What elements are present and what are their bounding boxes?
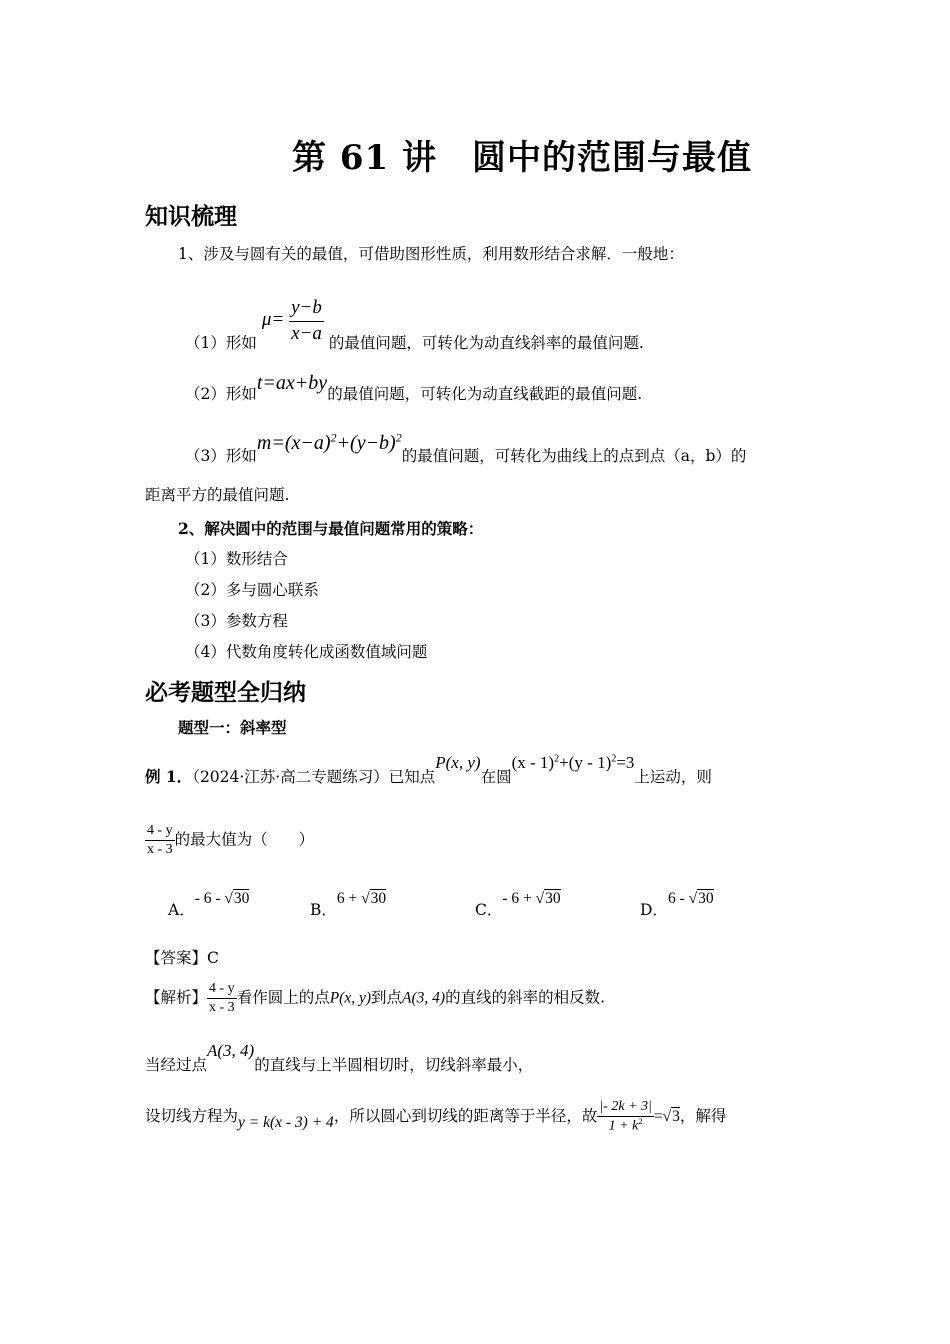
analysis-t1: 看作圆上的点 bbox=[236, 988, 330, 1007]
option-a-pre: - 6 - bbox=[194, 890, 225, 907]
example-frac-den: x - 3 bbox=[147, 842, 173, 858]
option-d-rad: 30 bbox=[698, 890, 714, 907]
option-d[interactable]: D．6 - √30 bbox=[640, 890, 714, 919]
mu-label: μ= bbox=[261, 309, 285, 331]
analysis-line2a: 当经过点 bbox=[145, 1056, 208, 1074]
analysis-A: A(3, 4) bbox=[402, 989, 446, 1007]
section-heading-knowledge: 知识梳理 bbox=[145, 203, 237, 230]
item-3-m: m= bbox=[256, 432, 285, 454]
item-3-part1: (x−a) bbox=[284, 432, 331, 454]
type-1-label: 题型一：斜率型 bbox=[178, 718, 287, 737]
analysis-line3a: 设切线方程为 bbox=[145, 1107, 239, 1126]
circle-eq-1: (x - 1) bbox=[511, 753, 555, 772]
item-2-suffix: 的最值问题，可转化为动直线截距的最值问题. bbox=[327, 385, 643, 403]
mu-fraction bbox=[289, 296, 324, 346]
option-b[interactable]: B．6 + √30 bbox=[310, 890, 387, 919]
item-3-part2: +(y−b) bbox=[336, 432, 396, 454]
item-3-suffix: 的最值问题，可转化为曲线上的点到点（a，b）的 bbox=[401, 447, 747, 465]
option-c-pre: - 6 + bbox=[502, 890, 536, 907]
analysis-line2-A: A(3, 4) bbox=[207, 1041, 255, 1060]
page-title: 第 61 讲 圆中的范围与最值 bbox=[292, 138, 752, 178]
option-c[interactable]: C．- 6 + √30 bbox=[475, 890, 561, 919]
option-a[interactable]: A．- 6 - √30 bbox=[168, 890, 250, 919]
section-heading-types: 必考题型全归纳 bbox=[145, 679, 306, 706]
analysis-t2: 到点 bbox=[371, 988, 403, 1007]
item-1 bbox=[185, 286, 644, 353]
analysis-P: P(x, y) bbox=[329, 989, 372, 1007]
analysis-line-1 bbox=[145, 980, 605, 1017]
example-tail: 上运动，则 bbox=[634, 768, 712, 786]
example-mid: 在圆 bbox=[480, 768, 512, 786]
option-d-label: D． bbox=[640, 901, 668, 919]
item-3-sq2: 2 bbox=[395, 430, 402, 445]
analysis-line3b: ，所以圆心到切线的距离等于半径，故 bbox=[333, 1107, 598, 1126]
item-3-continuation: 距离平方的最值问题. bbox=[145, 486, 290, 504]
analysis-line2b: 的直线与上半圆相切时，切线斜率最小， bbox=[254, 1056, 534, 1074]
example-frac-num: 4 - y bbox=[145, 822, 175, 841]
option-b-pre: 6 + bbox=[336, 890, 362, 907]
item-3-sq1: 2 bbox=[330, 430, 337, 445]
option-c-label: C． bbox=[475, 901, 503, 919]
option-b-label: B． bbox=[310, 901, 337, 919]
answer: 【答案】C bbox=[145, 949, 219, 967]
mu-denominator: x−a bbox=[291, 322, 322, 344]
example-label: 例 1． bbox=[145, 767, 193, 786]
tangent-equation: y = k(x - 3) + 4 bbox=[238, 1114, 334, 1132]
example-source: （2024·江苏·高二专题练习）已知点 bbox=[192, 768, 436, 786]
analysis-line3c: ，解得 bbox=[679, 1107, 727, 1126]
intro-text: 1、涉及与圆有关的最值，可借助图形性质，利用数形结合求解．一般地： bbox=[178, 245, 684, 263]
distance-radius: 3 bbox=[672, 1108, 680, 1126]
item-2-formula: t=ax+by bbox=[256, 372, 328, 394]
analysis-label: 【解析】 bbox=[145, 988, 208, 1007]
circle-eq-3: =3 bbox=[616, 753, 635, 772]
example-fraction bbox=[145, 822, 175, 859]
analysis-fraction bbox=[207, 980, 237, 1017]
analysis-frac-den: x - 3 bbox=[209, 1000, 235, 1016]
option-a-label: A． bbox=[168, 901, 195, 919]
mu-numerator: y−b bbox=[289, 296, 324, 322]
analysis-line-3: 设切线方程为y = k(x - 3) + 4，所以圆心到切线的距离等于半径，故 $\frac{|- 2k + 3|}{1 + k^2}$ =√3，解得 bbox=[145, 1098, 726, 1136]
circle-eq-2: +(y - 1) bbox=[559, 753, 612, 772]
item-1-prefix: （1）形如 bbox=[185, 334, 257, 353]
distance-numerator: |- 2k + 3| bbox=[597, 1098, 654, 1117]
item-2-prefix: （2）形如 bbox=[185, 385, 257, 403]
example-1: 例 1．（2024·江苏·高二专题练习）已知点P(x, y)在圆(x - 1)$^2$+(y - 1)$^2$=3上运动，则 bbox=[145, 753, 712, 786]
distance-equals: = bbox=[653, 1108, 663, 1126]
item-3 bbox=[185, 430, 747, 465]
analysis-t3: 的直线的斜率的相反数. bbox=[445, 988, 606, 1007]
analysis-line-2 bbox=[145, 1040, 534, 1074]
item-1-suffix: 的最值问题，可转化为动直线斜率的最值问题. bbox=[328, 334, 644, 353]
point-P: P(x, y) bbox=[435, 753, 481, 772]
item-2 bbox=[185, 370, 643, 403]
question-text: 的最大值为（ ） bbox=[174, 830, 315, 849]
strategy-3: （3）参数方程 bbox=[185, 612, 288, 630]
item-3-prefix: （3）形如 bbox=[185, 447, 257, 465]
distance-fraction: $\frac{|- 2k + 3|}{1 + k^2}$ bbox=[599, 1099, 652, 1134]
option-c-rad: 30 bbox=[545, 890, 561, 907]
option-b-rad: 30 bbox=[370, 890, 387, 907]
strategy-1: （1）数形结合 bbox=[185, 550, 288, 568]
strategy-2: （2）多与圆心联系 bbox=[185, 581, 319, 599]
distance-denominator: 1 + k bbox=[608, 1118, 639, 1134]
strategy-title: 2、解决圆中的范围与最值问题常用的策略： bbox=[178, 519, 484, 538]
analysis-frac-num: 4 - y bbox=[207, 980, 237, 999]
option-d-pre: 6 - bbox=[667, 890, 689, 907]
example-question bbox=[145, 822, 314, 859]
strategy-4: （4）代数角度转化成函数值域问题 bbox=[185, 643, 428, 661]
option-a-rad: 30 bbox=[233, 890, 250, 907]
